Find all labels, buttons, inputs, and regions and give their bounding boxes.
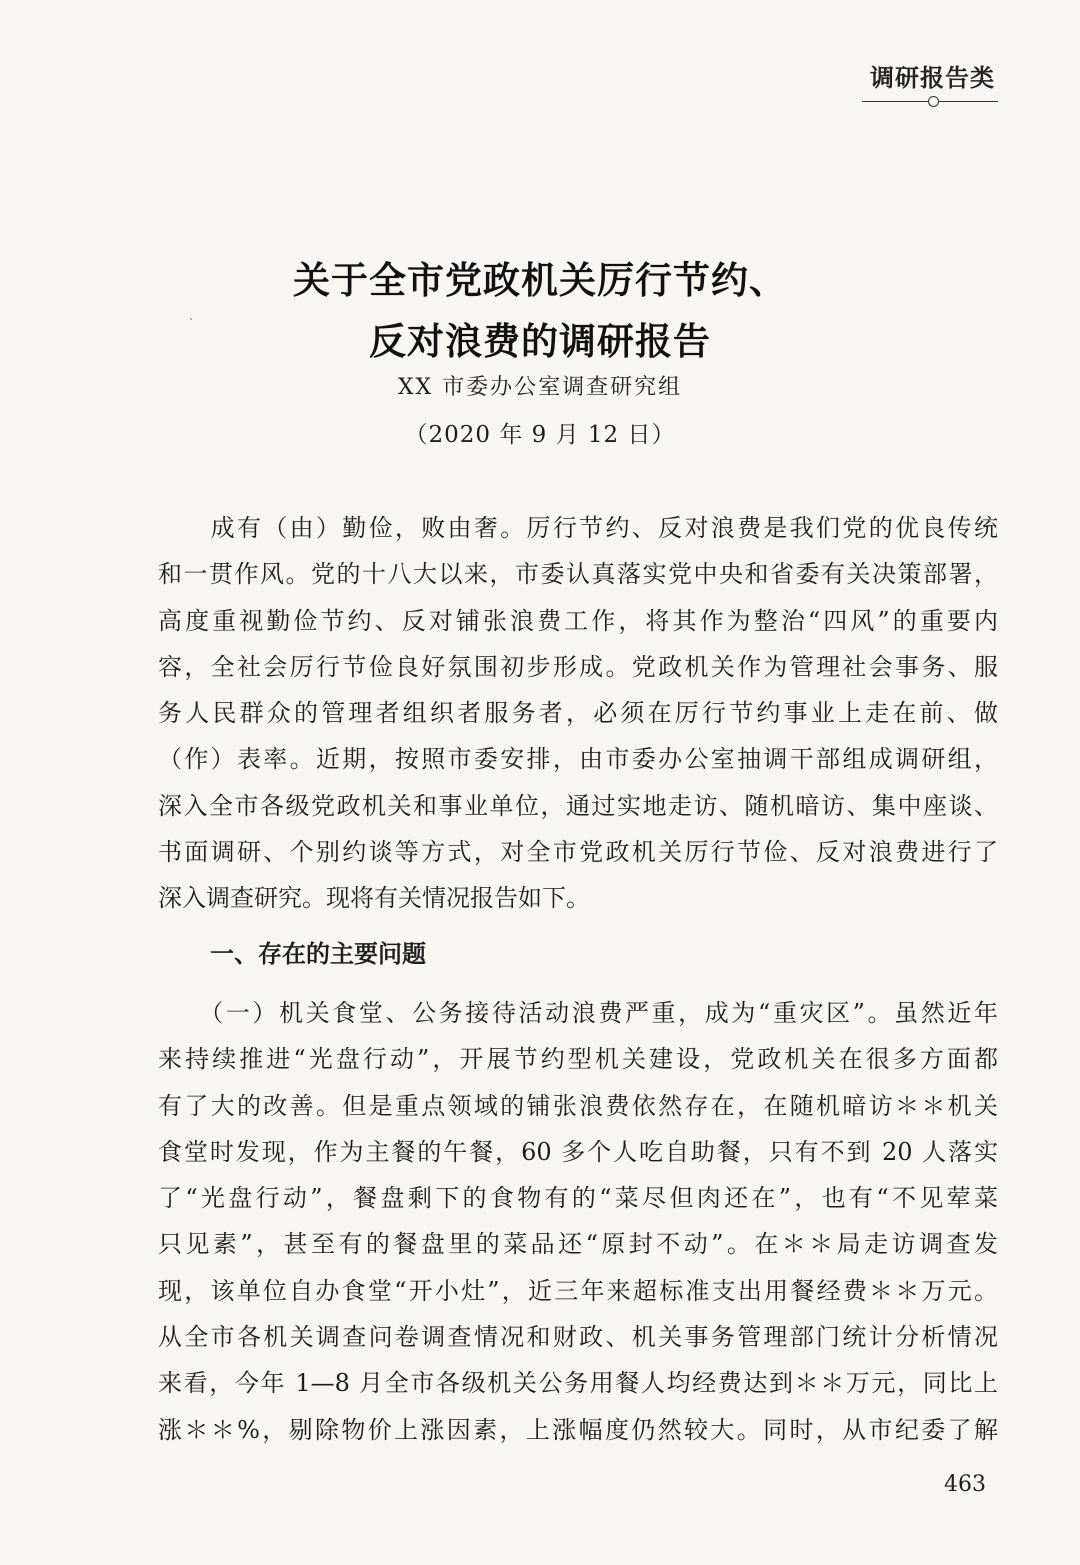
- header-rule-ornament: [928, 96, 939, 107]
- document-date: （2020 年 9 月 12 日）: [404, 422, 676, 448]
- running-header-category: 调研报告类: [870, 64, 995, 92]
- text-line: 和一贯作风。党的十八大以来，市委认真落实党中央和省委有关决策部署，: [158, 560, 998, 589]
- text-line: 来持续推进“光盘行动”，开展节约型机关建设，党政机关在很多方面都: [158, 1045, 998, 1074]
- text-line: 从全市各机关调查问卷调查情况和财政、机关事务管理部门统计分析情况: [158, 1323, 998, 1352]
- text-line: （一）机关食堂、公务接待活动浪费严重，成为“重灾区”。虽然近年: [158, 999, 998, 1027]
- text-line: 深入全市各级党政机关和事业单位，通过实地走访、随机暗访、集中座谈、: [158, 791, 998, 820]
- text-line: 现，该单位自办食堂“开小灶”，近三年来超标准支出用餐经费＊＊万元。: [158, 1276, 998, 1305]
- paragraph-problem-1: [158, 990, 998, 1453]
- text-line: 高度重视勤俭节约、反对铺张浪费工作，将其作为整治“四风”的重要内: [158, 606, 998, 635]
- text-line: 容，全社会厉行节俭良好氛围初步形成。党政机关作为管理社会事务、服: [158, 652, 998, 681]
- text-line: 只见素”，甚至有的餐盘里的菜品还“原封不动”。在＊＊局走访调查发: [158, 1230, 998, 1259]
- paragraph-intro: [158, 505, 998, 922]
- text-line: 涨＊＊%，剔除物价上涨因素，上涨幅度仍然较大。同时，从市纪委了解: [158, 1415, 998, 1444]
- text-line: 了“光盘行动”，餐盘剩下的食物有的“菜尽但肉还在”，也有“不见荤菜: [158, 1184, 998, 1213]
- text-line: 书面调研、个别约谈等方式，对全市党政机关厉行节俭、反对浪费进行了: [158, 838, 998, 867]
- text-line: 来看，今年 1—8 月全市各级机关公务用餐人均经费达到＊＊万元，同比上: [158, 1369, 998, 1398]
- text-line: （作）表率。近期，按照市委安排，由市委办公室抽调干部组成调研组，: [158, 745, 998, 774]
- document-author: XX 市委办公室调查研究组: [397, 375, 683, 400]
- text-line: 有了大的改善。但是重点领域的铺张浪费依然存在，在随机暗访＊＊机关: [158, 1091, 998, 1120]
- text-line: 务人民群众的管理者组织者服务者，必须在厉行节约事业上走在前、做: [158, 699, 998, 728]
- section-heading-problems: 一、存在的主要问题: [210, 940, 426, 968]
- text-line: 深入调查研究。现将有关情况报告如下。: [158, 884, 590, 913]
- document-title-line-1: 关于全市党政机关厉行节约、: [293, 259, 787, 302]
- text-line: 成有（由）勤俭，败由奢。厉行节约、反对浪费是我们党的优良传统: [158, 514, 998, 542]
- document-title-line-2: 反对浪费的调研报告: [369, 320, 711, 363]
- text-line: 食堂时发现，作为主餐的午餐，60 多个人吃自助餐，只有不到 20 人落实: [158, 1137, 998, 1166]
- page-number: 463: [944, 1472, 986, 1497]
